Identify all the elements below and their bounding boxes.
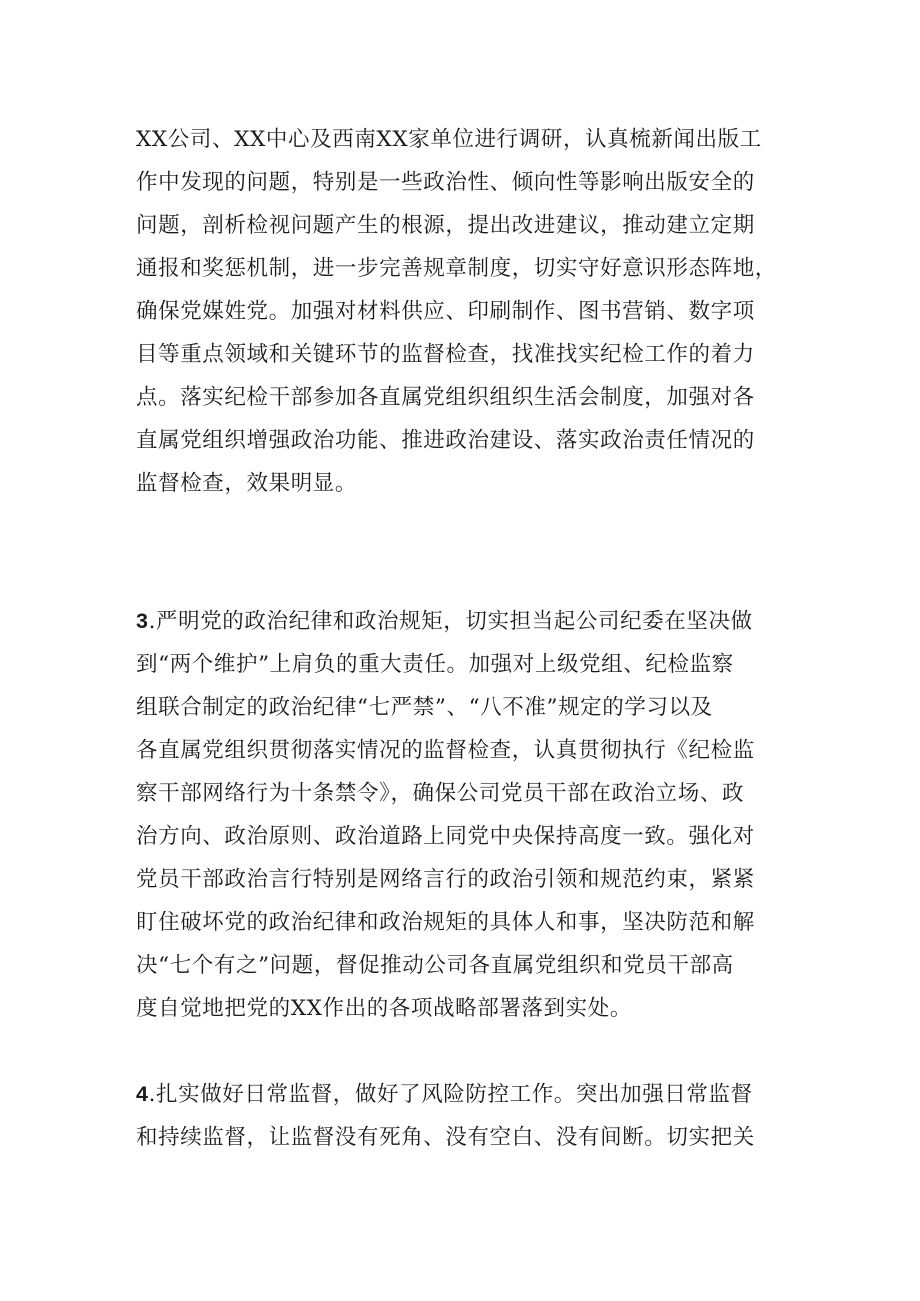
text-line: 目等重点领域和关键环节的监督检查，找准找实纪检工作的着力 (136, 342, 755, 367)
text-line: 党员干部政治言行特别是网络言行的政治引领和规范约束，紧紧 (136, 867, 755, 892)
item-heading-text: .严明党的政治纪律和政治规矩，切实担当起公司纪委在坚决做 (148, 609, 753, 634)
text-line: 作中发现的问题，特别是一些政治性、倾向性等影响出版安全的 (136, 170, 755, 195)
text-line: 察干部网络行为十条禁令》，确保公司党员干部在政治立场、政 (136, 781, 745, 806)
text-line-first (136, 600, 796, 643)
text-line: 问题，剖析检视问题产生的根源，提出改进建议，推动建立定期 (136, 213, 755, 238)
text-line: 点。落实纪检干部参加各直属党组织组织生活会制度，加强对各 (136, 385, 755, 410)
text-line-first (136, 1073, 796, 1116)
text-line: 直属党组织增强政治功能、推进政治建设、落实政治责任情况的 (136, 428, 755, 453)
paragraph-continuation (136, 118, 796, 505)
item-number: 3 (136, 609, 149, 633)
text-line: 度自觉地把党的XX作出的各项战略部署落到实处。 (136, 996, 632, 1021)
text-line: 治方向、政治原则、政治道路上同党中央保持高度一致。强化对 (136, 824, 755, 849)
text-line: 组联合制定的政治纪律“七严禁”、“八不准”规定的学习以及 (136, 695, 713, 720)
text-line: 决“七个有之”问题，督促推动公司各直属党组织和党员干部高 (136, 953, 734, 978)
text-line: 各直属党组织贯彻落实情况的监督检查，认真贯彻执行《纪检监 (136, 738, 755, 763)
text-line: 确保党媒姓党。加强对材料供应、印刷制作、图书营销、数字项 (136, 299, 755, 324)
text-line: 到“两个维护”上肩负的重大责任。加强对上级党组、纪检监察 (136, 652, 734, 677)
text-line: 通报和奖惩机制，进一步完善规章制度，切实守好意识形态阵地， (136, 256, 777, 281)
text-line: XX公司、XX中心及西南XX家单位进行调研，认真梳新闻出版工 (136, 127, 762, 152)
text-line: 和持续监督，让监督没有死角、没有空白、没有间断。切实把关 (136, 1125, 755, 1150)
paragraph-item-3 (136, 600, 796, 1030)
item-heading-text: .扎实做好日常监督，做好了风险防控工作。突出加强日常监督 (148, 1082, 753, 1107)
text-line: 监督检查，效果明显。 (136, 471, 358, 496)
item-number: 4 (136, 1082, 149, 1106)
paragraph-item-4 (136, 1073, 796, 1159)
text-line: 盯住破坏党的政治纪律和政治规矩的具体人和事，坚决防范和解 (136, 910, 755, 935)
